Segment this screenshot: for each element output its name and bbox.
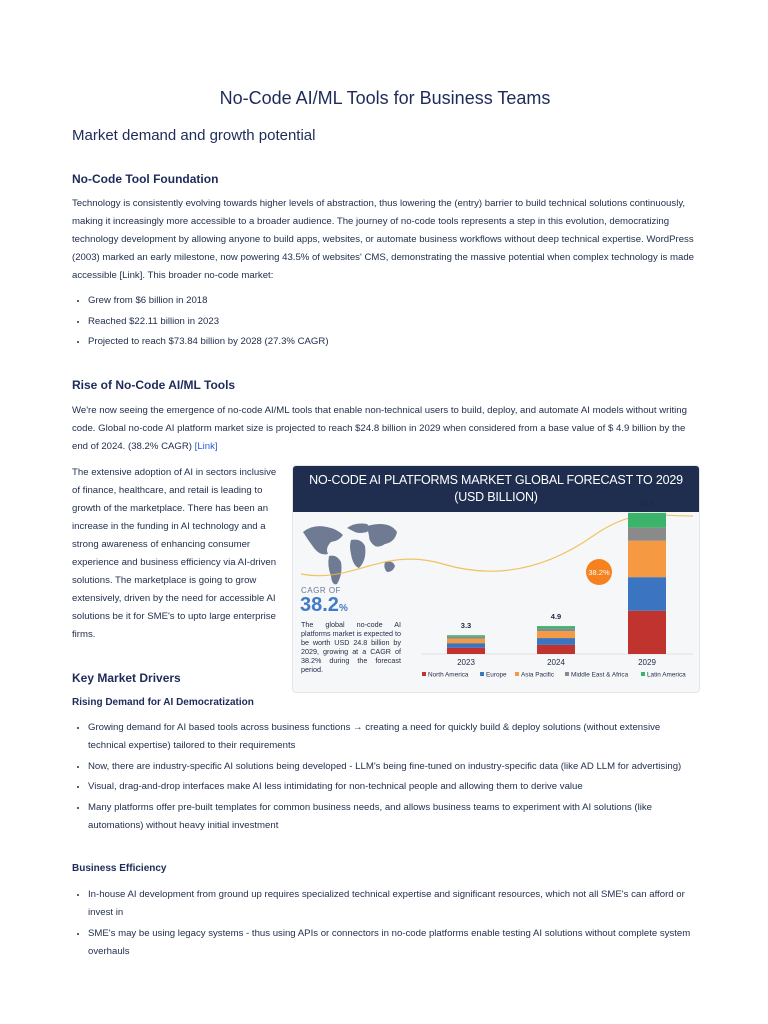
list-item: • In-house AI development from ground up requires specialized technical expertise and significant resources, which not all SME's can afford or invest in [88, 886, 698, 922]
page-title: No-Code AI/ML Tools for Business Teams [219, 88, 551, 108]
x-tick-label: 2024 [547, 658, 565, 667]
cagr-caption: CAGR OF [301, 586, 341, 595]
legend-swatch [480, 672, 484, 676]
legend-label: Middle East & Africa [571, 671, 629, 679]
chart-title: NO-CODE AI PLATFORMS MARKET GLOBAL FORECAST TO 2029 (USD BILLION) [293, 466, 699, 512]
bar-segment-asia-pacific-2024 [537, 631, 575, 638]
foundation-paragraph: Technology is consistently evolving towards higher levels of abstraction, thus lowering the (entry) barrier to build technical solutions continuously, making it increasingly more accessible to a broader audience. The journey of no-code tools represents a step in this evolution, democratizing technology development by allowing anyone to build apps, websites, or automate business workflows without deep technical expertise. WordPress (2003) marked an early milestone, now powering 43.5% of websites' CMS, demonstrating the massive potential when complex technology is made accessible [Link]. This broader no-code market: [72, 198, 695, 281]
legend-label: Asia Pacific [521, 671, 555, 679]
legend-label: Latin America [647, 671, 686, 679]
rise-text: We're now seeing the emergence of no-code AI/ML tools that enable non-technical users to build, deploy, and automate AI models without writing code. Global no-code AI platform market size is projected to reach $24.8 billion in 2029 when considered from a base value of $ 4.9 billion by the end of 2024. (38.2% CAGR) [72, 405, 687, 452]
list-item: • SME's may be using legacy systems - thus using APIs or connectors in no-code platforms enable testing AI solutions without complete system overhauls [88, 925, 698, 961]
bar-segment-europe-2024 [537, 638, 575, 645]
legend-swatch [641, 672, 645, 676]
page-subtitle: Market demand and growth potential [72, 127, 316, 144]
x-tick-label: 2023 [457, 658, 475, 667]
legend-swatch [422, 672, 426, 676]
bar-total-label: 24.8 [639, 498, 655, 508]
bar-segment-north-america-2024 [537, 645, 575, 654]
chart-legend [422, 672, 686, 679]
bar-segment-north-america-2023 [447, 648, 485, 654]
cagr-value [300, 594, 348, 617]
section-heading-drivers: Key Market Drivers [72, 671, 181, 685]
source-link[interactable]: [Link] [194, 441, 218, 452]
list-item: • Grew from $6 billion in 2018 [88, 292, 698, 310]
section-heading-rise: Rise of No-Code AI/ML Tools [72, 378, 236, 392]
bar-segment-middle-east-africa-2023 [447, 637, 485, 639]
bar-segment-europe-2023 [447, 643, 485, 648]
bar-group [447, 499, 666, 667]
legend-label: North America [428, 671, 469, 679]
efficiency-bullets [72, 886, 698, 963]
bar-segment-asia-pacific-2023 [447, 639, 485, 644]
bar-segment-europe-2029 [628, 577, 666, 611]
bar-segment-latin-america-2023 [447, 635, 485, 636]
bar-segment-north-america-2029 [628, 611, 666, 654]
bar-segment-middle-east-africa-2029 [628, 528, 666, 541]
legend-swatch [515, 672, 519, 676]
cagr-unit: % [338, 603, 348, 614]
bar-segment-latin-america-2029 [628, 513, 666, 528]
list-item: • Visual, drag-and-drop interfaces make AI less intimidating for non-technical people and allowing them to derive value [88, 778, 698, 796]
legend-swatch [565, 672, 569, 676]
bar-total-label: 4.9 [550, 612, 562, 622]
cagr-number: 38.2 [300, 594, 339, 616]
bar-segment-latin-america-2024 [537, 626, 575, 628]
bar-total-label: 3.3 [460, 621, 472, 631]
list-item: • Reached $22.11 billion in 2023 [88, 313, 698, 331]
subheading-efficiency: Business Efficiency [72, 863, 167, 874]
list-item: • Projected to reach $73.84 billion by 2028 (27.3% CAGR) [88, 333, 698, 351]
bar-segment-middle-east-africa-2024 [537, 628, 575, 631]
adoption-paragraph: The extensive adoption of AI in sectors inclusive of finance, healthcare, and retail is leading to growth of the marketplace. There has been an increase in the funding in AI technology and a strong awareness of enhancing consumer experience and business efficiency via AI-driven solutions. The marketplace is going to grow extensively, driven by the need for accessible AI solutions be it for SME's to upto large enterprise firms. [72, 467, 277, 640]
subheading-democratization: Rising Demand for AI Democratization [72, 697, 254, 708]
list-item: • Many platforms offer pre-built templates for common business needs, and allows business teams to experiment with AI solutions (like automations) without heavy initial investment [88, 799, 698, 835]
cagr-bubble-label: 38.2% [588, 568, 610, 577]
bar-segment-asia-pacific-2029 [628, 541, 666, 577]
x-tick-label: 2029 [638, 658, 656, 667]
rise-paragraph [72, 402, 698, 456]
market-bullets [72, 292, 698, 354]
market-forecast-chart [292, 465, 700, 693]
section-heading-foundation: No-Code Tool Foundation [72, 172, 219, 186]
chart-blurb: The global no-code AI platforms market is expected to be worth USD 24.8 billion by 2029, growing at a CAGR of 38.2% during the forecast period. [301, 620, 401, 674]
legend-label: Europe [486, 671, 507, 679]
democratization-bullets [72, 719, 698, 837]
list-item: • Now, there are industry-specific AI solutions being developed - LLM's being fine-tuned on industry-specific data (like AD LLM for advertising) [88, 758, 698, 776]
list-item: • Growing demand for AI based tools across business functions → creating a need for quickly build & deploy solutions (without extensive technical expertise) tailored to their requirements [88, 719, 698, 755]
